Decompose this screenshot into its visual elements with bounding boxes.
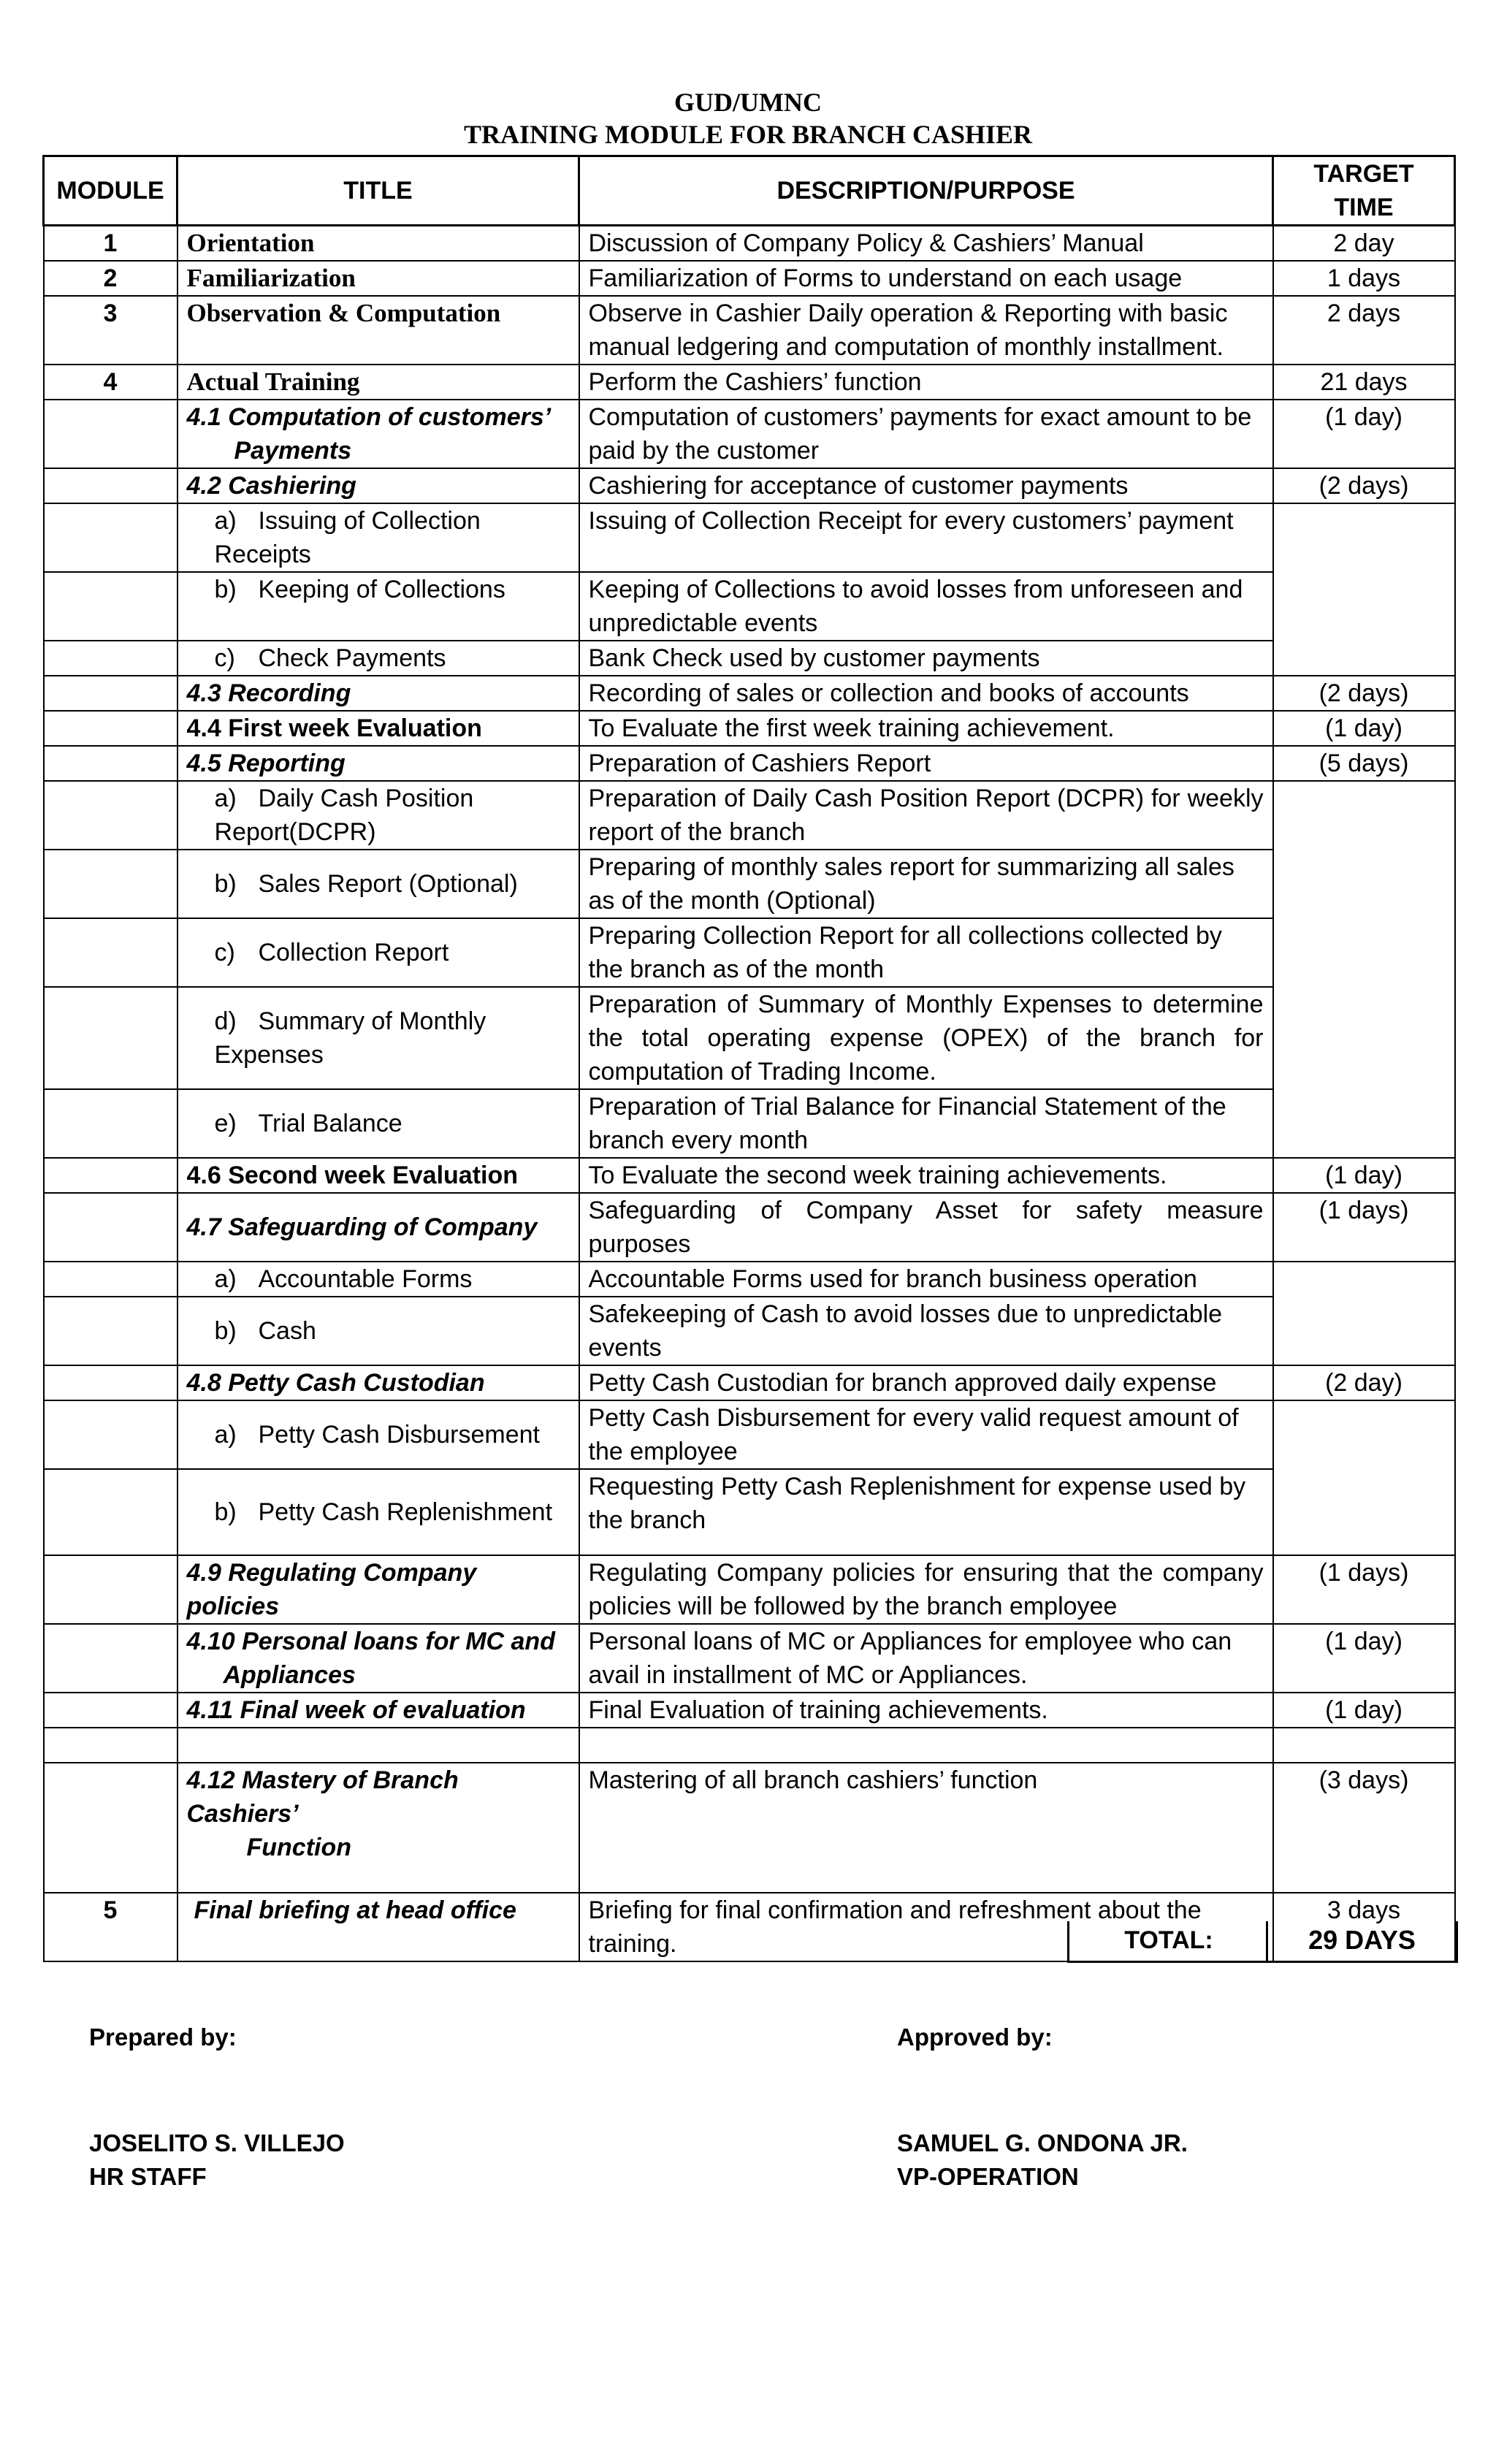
- item-letter: b): [214, 1317, 237, 1345]
- subtopic-title: 4.4 First week Evaluation: [178, 711, 579, 746]
- item-description: Petty Cash Disbursement for every valid request amount of the employee: [579, 1400, 1273, 1469]
- blank-row: [44, 1728, 1455, 1763]
- table-row: [44, 676, 1455, 711]
- subtopic-description: To Evaluate the second week training achievements.: [579, 1158, 1273, 1193]
- table-row: [44, 1400, 1455, 1469]
- subtopic-description: Personal loans of MC or Appliances for employee who can avail in installment of MC or Appliances.: [579, 1624, 1273, 1693]
- item-letter: e): [214, 1110, 237, 1137]
- table-row: [44, 1262, 1455, 1297]
- module-number-empty: [44, 1365, 178, 1400]
- module-number: 5: [44, 1893, 178, 1961]
- approved-by-label: Approved by:: [897, 2024, 1053, 2051]
- subtopic-description: Cashiering for acceptance of customer payments: [579, 468, 1273, 503]
- target-time: (1 day): [1273, 1693, 1455, 1728]
- target-time: (5 days): [1273, 746, 1455, 781]
- document-org-title: GUD/UMNC: [674, 88, 822, 117]
- table-row: [44, 711, 1455, 746]
- module-number-empty: [44, 1193, 178, 1262]
- document-title: TRAINING MODULE FOR BRANCH CASHIER: [463, 120, 1033, 149]
- module-number-empty: [44, 711, 178, 746]
- table-header-row: [44, 156, 1455, 226]
- item-description: Keeping of Collections to avoid losses from unforeseen and unpredictable events: [579, 572, 1273, 641]
- table-row: [44, 365, 1455, 400]
- item-description: Requesting Petty Cash Replenishment for expense used by the branch: [579, 1469, 1273, 1555]
- module-number-empty: [44, 1469, 178, 1555]
- item-title: [178, 1469, 579, 1555]
- module-number-empty: [44, 850, 178, 918]
- table-row: [44, 468, 1455, 503]
- approved-by-name: SAMUEL G. ONDONA JR.: [897, 2129, 1188, 2156]
- subtopic-title: 4.6 Second week Evaluation: [178, 1158, 579, 1193]
- target-time: (2 day): [1273, 1365, 1455, 1400]
- module-number-empty: [44, 1158, 178, 1193]
- module-number-empty: [44, 781, 178, 850]
- subtopic-title-line1: 4.10 Personal loans for MC and: [186, 1628, 555, 1655]
- module-number-empty: [44, 746, 178, 781]
- item-letter: d): [214, 1007, 237, 1035]
- module-number: 4: [44, 365, 178, 400]
- column-header-target-time: TARGET TIME: [1273, 156, 1455, 226]
- subtopic-description: Final Evaluation of training achievements.: [579, 1693, 1273, 1728]
- target-time: (1 day): [1273, 400, 1455, 468]
- item-title: [178, 1400, 579, 1469]
- subtopic-description: Regulating Company policies for ensuring that the company policies will be followed by the branch employee: [579, 1555, 1273, 1624]
- prepared-by-name: JOSELITO S. VILLEJO: [89, 2129, 345, 2156]
- subtopic-description: Safeguarding of Company Asset for safety measure purposes: [579, 1193, 1273, 1262]
- item-title-text: Issuing of Collection Receipts: [214, 507, 481, 568]
- item-letter: a): [214, 507, 237, 535]
- item-description: Bank Check used by customer payments: [579, 641, 1273, 676]
- table-row: [44, 781, 1455, 850]
- module-title: Actual Training: [178, 365, 579, 400]
- module-number-empty: [44, 987, 178, 1089]
- subtopic-description: Computation of customers’ payments for exact amount to be paid by the customer: [579, 400, 1273, 468]
- subtopic-title-line2: Function: [246, 1834, 352, 1861]
- subtopic-description: Recording of sales or collection and books of accounts: [579, 676, 1273, 711]
- item-description: Safekeeping of Cash to avoid losses due to unpredictable events: [579, 1297, 1273, 1365]
- module-title: Observation & Computation: [178, 296, 579, 365]
- item-title-text: Collection Report: [258, 939, 449, 966]
- item-title: [178, 781, 579, 850]
- item-title: [178, 1297, 579, 1365]
- subtopic-title-line1: 4.12 Mastery of Branch Cashiers’: [186, 1766, 459, 1828]
- module-number-empty: [44, 918, 178, 987]
- subtopic-title: 4.11 Final week of evaluation: [178, 1693, 579, 1728]
- item-description: Preparing Collection Report for all collections collected by the branch as of the month: [579, 918, 1273, 987]
- module-number-empty: [44, 1262, 178, 1297]
- column-header-title: TITLE: [178, 156, 579, 226]
- table-row: [44, 918, 1455, 987]
- table-row: [44, 1365, 1455, 1400]
- item-letter: c): [214, 644, 235, 672]
- table-row: [44, 746, 1455, 781]
- table-row: [44, 1158, 1455, 1193]
- total-label: TOTAL:: [1067, 1921, 1268, 1963]
- module-number-empty: [44, 1555, 178, 1624]
- target-time: (1 day): [1273, 711, 1455, 746]
- table-row: [44, 572, 1455, 641]
- module-number: 2: [44, 261, 178, 296]
- item-title-text: Accountable Forms: [258, 1265, 473, 1293]
- item-title: [178, 987, 579, 1089]
- target-time: (2 days): [1273, 468, 1455, 503]
- prepared-by-title: HR STAFF: [89, 2163, 207, 2190]
- item-description: Issuing of Collection Receipt for every customers’ payment: [579, 503, 1273, 572]
- module-description: Perform the Cashiers’ function: [579, 365, 1273, 400]
- subtopic-title: 4.9 Regulating Company policies: [178, 1555, 579, 1624]
- item-title: [178, 1089, 579, 1158]
- module-title: Orientation: [178, 226, 579, 262]
- item-title: [178, 503, 579, 572]
- module-description: Briefing for final confirmation and refreshment about the training.: [579, 1893, 1273, 1961]
- target-time: 2 days: [1273, 296, 1455, 365]
- subtopic-title: [178, 1624, 579, 1693]
- blank-cell: [44, 1728, 178, 1763]
- target-time: (3 days): [1273, 1763, 1455, 1893]
- item-letter: a): [214, 1265, 237, 1293]
- table-row: [44, 1469, 1455, 1555]
- module-number-empty: [44, 1693, 178, 1728]
- target-time: 21 days: [1273, 365, 1455, 400]
- item-title-text: Summary of Monthly Expenses: [214, 1007, 486, 1069]
- item-title: [178, 850, 579, 918]
- item-title: [178, 1262, 579, 1297]
- item-title: [178, 918, 579, 987]
- item-description: Accountable Forms used for branch business operation: [579, 1262, 1273, 1297]
- subtopic-title: 4.8 Petty Cash Custodian: [178, 1365, 579, 1400]
- item-letter: b): [214, 870, 237, 898]
- item-description: Preparation of Trial Balance for Financial Statement of the branch every month: [579, 1089, 1273, 1158]
- column-header-module: MODULE: [44, 156, 178, 226]
- item-description: Preparing of monthly sales report for summarizing all sales as of the month (Optional): [579, 850, 1273, 918]
- subtopic-description: To Evaluate the first week training achievement.: [579, 711, 1273, 746]
- target-time: (1 days): [1273, 1193, 1455, 1262]
- table-row: [44, 400, 1455, 468]
- item-letter: a): [214, 1421, 237, 1449]
- item-title: [178, 572, 579, 641]
- module-description: Familiarization of Forms to understand on each usage: [579, 261, 1273, 296]
- module-number-empty: [44, 1089, 178, 1158]
- table-row: [44, 1089, 1455, 1158]
- module-number-empty: [44, 1297, 178, 1365]
- module-number-empty: [44, 641, 178, 676]
- subtopic-title: 4.3 Recording: [178, 676, 579, 711]
- module-number-empty: [44, 572, 178, 641]
- target-time: 3 days: [1273, 1893, 1455, 1961]
- module-number: 1: [44, 226, 178, 262]
- target-time: (2 days): [1273, 676, 1455, 711]
- item-description: Preparation of Summary of Monthly Expenses to determine the total operating expense (OPEX) of the branch for computation of Trading Income.: [579, 987, 1273, 1089]
- item-title-text: Petty Cash Replenishment: [258, 1498, 553, 1526]
- module-number-empty: [44, 400, 178, 468]
- target-time: (1 day): [1273, 1624, 1455, 1693]
- subtopic-title: [178, 400, 579, 468]
- module-number-empty: [44, 1400, 178, 1469]
- subtopic-title: 4.5 Reporting: [178, 746, 579, 781]
- item-title-text: Petty Cash Disbursement: [258, 1421, 540, 1449]
- module-number-empty: [44, 503, 178, 572]
- module-number-empty: [44, 468, 178, 503]
- module-number-empty: [44, 676, 178, 711]
- target-time: 2 day: [1273, 226, 1455, 262]
- table-row: [44, 641, 1455, 676]
- subtopic-title-line1: 4.1 Computation of customers’: [186, 403, 552, 431]
- item-title-text: Daily Cash Position Report(DCPR): [214, 785, 474, 846]
- target-time-empty: [1273, 503, 1455, 676]
- item-title: [178, 641, 579, 676]
- blank-cell: [1273, 1728, 1455, 1763]
- target-time: 1 days: [1273, 261, 1455, 296]
- table-row: [44, 1763, 1455, 1893]
- item-letter: c): [214, 939, 235, 966]
- prepared-by-label: Prepared by:: [89, 2024, 237, 2051]
- subtopic-description: Mastering of all branch cashiers’ function: [579, 1763, 1273, 1893]
- table-row: [44, 261, 1455, 296]
- subtopic-description: Preparation of Cashiers Report: [579, 746, 1273, 781]
- item-description: Preparation of Daily Cash Position Report (DCPR) for weekly report of the branch: [579, 781, 1273, 850]
- subtopic-title-line2: Appliances: [223, 1661, 356, 1689]
- training-module-table: [42, 155, 1456, 1962]
- module-description: Observe in Cashier Daily operation & Reporting with basic manual ledgering and computation of monthly installment.: [579, 296, 1273, 365]
- subtopic-title: [178, 1763, 579, 1893]
- item-title-text: Keeping of Collections: [258, 576, 505, 603]
- column-header-description: DESCRIPTION/PURPOSE: [579, 156, 1273, 226]
- item-title-text: Sales Report (Optional): [258, 870, 518, 898]
- table-row: [44, 987, 1455, 1089]
- target-time: (1 days): [1273, 1555, 1455, 1624]
- blank-cell: [178, 1728, 579, 1763]
- blank-cell: [579, 1728, 1273, 1763]
- item-letter: b): [214, 1498, 237, 1526]
- module-number: 3: [44, 296, 178, 365]
- table-row: [44, 1555, 1455, 1624]
- subtopic-title: 4.2 Cashiering: [178, 468, 579, 503]
- subtopic-title: 4.7 Safeguarding of Company: [178, 1193, 579, 1262]
- target-time: (1 day): [1273, 1158, 1455, 1193]
- module-number-empty: [44, 1763, 178, 1893]
- table-row: [44, 850, 1455, 918]
- subtopic-title-line2: Payments: [234, 437, 352, 465]
- approved-by-title: VP-OPERATION: [897, 2163, 1079, 2190]
- module-number-empty: [44, 1624, 178, 1693]
- target-time-empty: [1273, 1262, 1455, 1365]
- item-letter: b): [214, 576, 237, 603]
- module-title: Final briefing at head office: [178, 1893, 579, 1961]
- table-row: [44, 1693, 1455, 1728]
- total-value: 29 DAYS: [1266, 1921, 1458, 1963]
- item-letter: a): [214, 785, 237, 812]
- target-time-empty: [1273, 1400, 1455, 1555]
- item-title-text: Cash: [258, 1317, 316, 1345]
- table-row: [44, 1297, 1455, 1365]
- item-title-text: Check Payments: [258, 644, 446, 672]
- module-description: Discussion of Company Policy & Cashiers’ Manual: [579, 226, 1273, 262]
- table-row: [44, 296, 1455, 365]
- subtopic-description: Petty Cash Custodian for branch approved daily expense: [579, 1365, 1273, 1400]
- table-row: [44, 503, 1455, 572]
- item-title-text: Trial Balance: [258, 1110, 402, 1137]
- table-row: [44, 1193, 1455, 1262]
- table-row: [44, 1624, 1455, 1693]
- table-row: [44, 226, 1455, 262]
- module-title: Familiarization: [178, 261, 579, 296]
- target-time-empty: [1273, 781, 1455, 1158]
